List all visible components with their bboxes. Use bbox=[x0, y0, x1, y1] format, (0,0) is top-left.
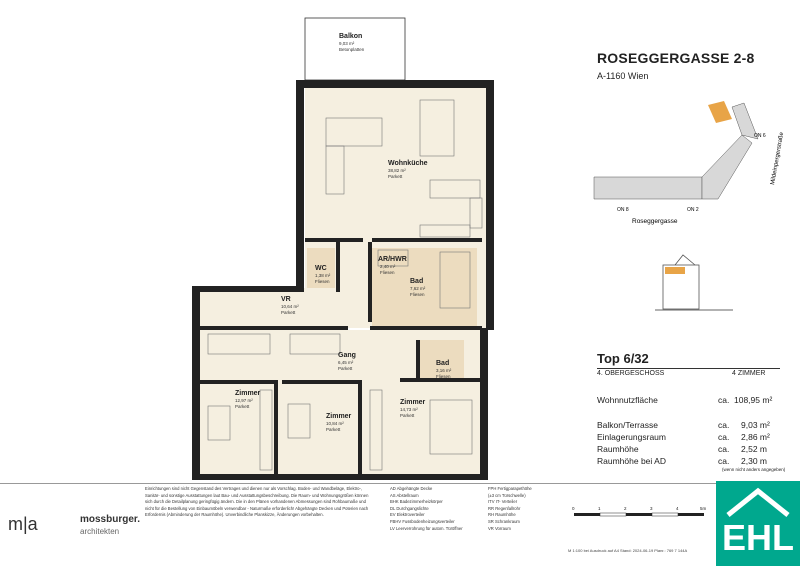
row-value: 2,30 m bbox=[741, 456, 767, 466]
scale-label: 3 bbox=[650, 506, 653, 511]
room-name: Zimmer bbox=[326, 413, 352, 420]
ehl-logo bbox=[716, 481, 800, 566]
room-name: Wohnküche bbox=[388, 160, 428, 167]
room-area: 12,97 m² bbox=[235, 398, 253, 403]
scale-label: 2 bbox=[624, 506, 627, 511]
room-name: WC bbox=[315, 265, 327, 272]
row-label: Wohnnutzfläche bbox=[597, 395, 658, 405]
room-name: Bad bbox=[410, 278, 424, 285]
legend-item: LV Leerverrohrung für autom. Türöffner bbox=[390, 525, 463, 531]
legend-item: SR Schrankraum bbox=[488, 518, 520, 524]
room-area: 2,40 m² bbox=[380, 264, 396, 269]
legend-item: (±3 cm Türschwelle) bbox=[488, 492, 526, 498]
room-name: Gang bbox=[338, 352, 356, 359]
room-area: 3,16 m² bbox=[436, 368, 452, 373]
row-prefix: ca. bbox=[718, 432, 730, 442]
legend-item: FPH Fertigparapethöhe bbox=[488, 486, 532, 491]
room-finish: Betonplatten bbox=[339, 47, 365, 52]
scale-label: 4 bbox=[676, 506, 679, 511]
unit-floor: 4. OBERGESCHOSS bbox=[597, 370, 665, 377]
room-area: 10,84 m² bbox=[326, 421, 344, 426]
row-value: 2,86 m² bbox=[741, 432, 770, 442]
disclaimer: Einrichtungen sind nicht Gegenstand des Vertrages und dienen nur als Vorschlag. Boden- und Wandbeläge, Elektro-, Sanitär- und sonstige Ausstattungen laut Bau- und Ausstattungsbeschreibung. Die Raum- und Wohnungsgrößen können sich durch die Detailplanung geringfügig ändern. Die in den Plänen vorhandenen Abmessungen sind Rohbaumaße und nicht für die Bestellung von Einbaumöbeln verwendbar - Naturmaße erforderlich! Abgehängte Decken und Poterien nach Erfordernis (Abminderung der Raumhöhe). Unverbindliche Planskizze, Änderungen vorbehalten. bbox=[145, 486, 369, 518]
architect-logo-mark: m|a bbox=[8, 514, 38, 534]
project-title: ROSEGGERGASSE 2-8 bbox=[597, 50, 755, 66]
street-label-right: Mildeinpergerstraße bbox=[770, 131, 786, 186]
legend-col1 bbox=[390, 486, 480, 532]
room-finish: Parkett bbox=[235, 404, 250, 409]
legend-item: EV Elektroverteiler bbox=[390, 512, 425, 518]
row-label: Einlagerungsraum bbox=[597, 432, 666, 442]
room-finish: Parkett bbox=[338, 366, 353, 371]
architect-brand-sub: architekten bbox=[80, 527, 120, 536]
scale-bar bbox=[570, 505, 710, 525]
highlight-unit bbox=[708, 101, 732, 123]
room-finish: Fliesen bbox=[315, 279, 330, 284]
legend-item: FBHV Fussbodenheizungsverteiler bbox=[390, 518, 455, 524]
on6-label: ON 6 bbox=[754, 133, 766, 139]
unit-title: Top 6/32 bbox=[597, 351, 649, 366]
room-area: 7,62 m² bbox=[410, 286, 426, 291]
room-finish: Fliesen bbox=[436, 374, 451, 379]
legend-item: RH Raumhöhe bbox=[488, 512, 516, 518]
room-finish: Parkett bbox=[400, 413, 415, 418]
row-prefix: ca. bbox=[718, 420, 730, 430]
room-area: 10,64 m² bbox=[281, 304, 299, 309]
legend-item: AS Abstellraum bbox=[390, 492, 419, 498]
legend-item: AD Abgehängte Decke bbox=[390, 486, 433, 491]
on8-label: ON 8 bbox=[617, 207, 629, 213]
legend-item: BHK Badezimmerheizkörper bbox=[390, 499, 443, 505]
room-name: AR/HWR bbox=[378, 256, 407, 263]
room-finish: Parkett bbox=[326, 427, 341, 432]
row-label: Balkon/Terrasse bbox=[597, 420, 658, 430]
room-name: VR bbox=[281, 296, 291, 303]
project-address: A-1160 Wien bbox=[597, 71, 649, 81]
vr-floor bbox=[198, 288, 348, 328]
architect-brand: mossburger. bbox=[80, 514, 141, 525]
room-finish: Fliesen bbox=[380, 270, 395, 275]
room-area: 6,45 m² bbox=[338, 360, 354, 365]
scale-label: 1 bbox=[598, 506, 601, 511]
street-label-left: Roseggergasse bbox=[632, 218, 678, 225]
row-label: Raumhöhe bbox=[597, 444, 639, 454]
scale-label: 0 bbox=[572, 506, 575, 511]
row-value: 108,95 m² bbox=[734, 395, 773, 405]
room-finish: Fliesen bbox=[410, 292, 425, 297]
legend-item: VR Vorraum bbox=[488, 525, 511, 531]
room-area: 9,03 m² bbox=[339, 41, 355, 46]
room-area: 1,38 m² bbox=[315, 273, 331, 278]
legend-col2 bbox=[488, 486, 558, 532]
room-name: Zimmer bbox=[235, 390, 261, 397]
row-prefix: ca. bbox=[718, 395, 730, 405]
row-prefix: ca. bbox=[718, 456, 730, 466]
plan-info: M 1:100 bei Ausdruck auf A4 Stand: 2024-06-19 Planr.: 769 7 144A bbox=[568, 548, 688, 553]
row-prefix: ca. bbox=[718, 444, 730, 454]
on2-label: ON 2 bbox=[687, 207, 699, 213]
scale-label: 5m bbox=[700, 506, 707, 511]
room-area: 38,82 m² bbox=[388, 168, 406, 173]
house-roof-icon bbox=[716, 485, 800, 519]
ehl-logo-text: EHL bbox=[722, 517, 794, 558]
section-diagram bbox=[655, 250, 735, 315]
unit-note: (wenn nicht anders angegeben) bbox=[722, 467, 786, 472]
row-value: 2,52 m bbox=[741, 444, 767, 454]
room-name: Bad bbox=[436, 360, 450, 367]
legend-item: ITV IT- Verteiler bbox=[488, 499, 518, 505]
room-finish: Parkett bbox=[281, 310, 296, 315]
room-name: Zimmer bbox=[400, 399, 426, 406]
unit-rooms-count: 4 ZIMMER bbox=[732, 370, 766, 377]
row-label: Raumhöhe bei AD bbox=[597, 456, 666, 466]
site-plan bbox=[592, 95, 792, 230]
room-finish: Parkett bbox=[388, 174, 403, 179]
room-area: 14,73 m² bbox=[400, 407, 418, 412]
room-name: Balkon bbox=[339, 33, 363, 40]
row-value: 9,03 m² bbox=[741, 420, 770, 430]
legend-item: RR Regenfallrohr bbox=[488, 505, 521, 511]
legend-item: DL Durchgangslichte bbox=[390, 505, 429, 511]
